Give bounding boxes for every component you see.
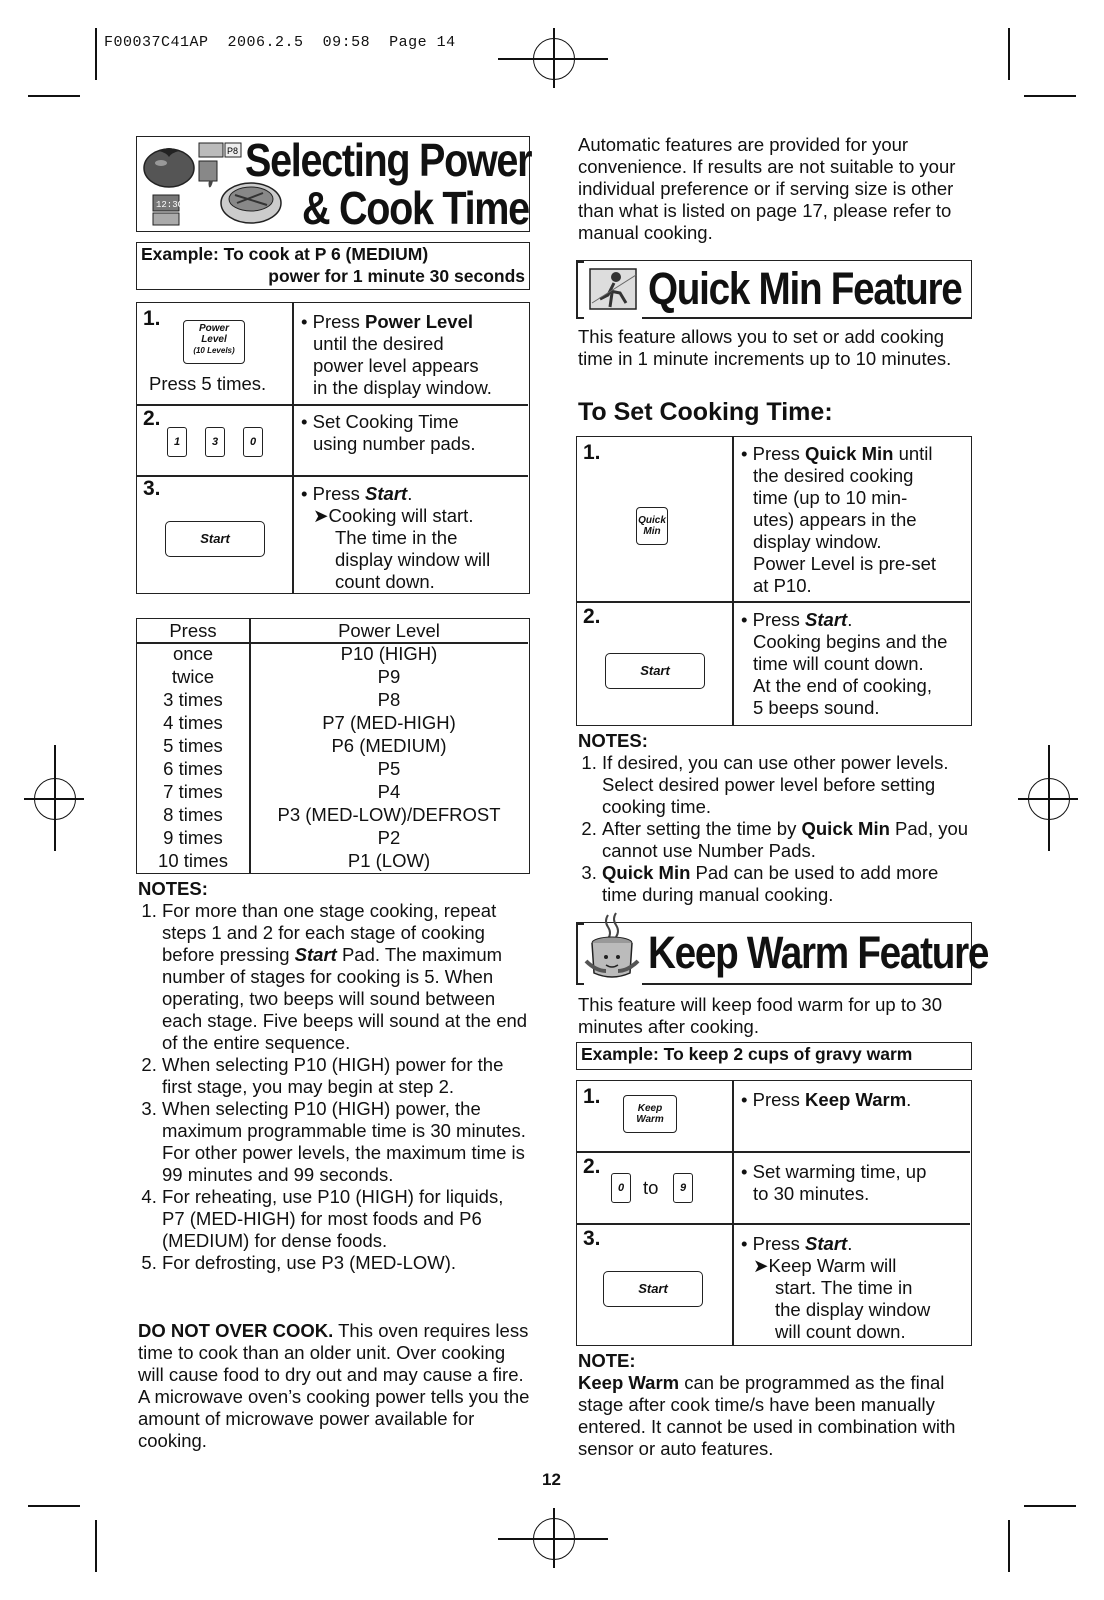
table-divider: [732, 1081, 734, 1345]
example-text: Example: To cook at P 6 (MEDIUM): [141, 244, 429, 264]
crop-mark: [28, 95, 80, 97]
start-key: Start: [165, 521, 265, 557]
print-slug: F00037C41AP 2006.2.5 09:58 Page 14: [104, 34, 456, 51]
crop-mark: [95, 28, 97, 80]
keep-warm-header: [576, 922, 989, 984]
keep-warm-key: Keep Warm: [623, 1095, 677, 1133]
steps-table: [136, 302, 530, 594]
note-item: 1. For more than one stage cooking, repeat steps 1 and 2 for each stage of cooking before pressing Start Pad. The maximum number of stages for cooking is 5. When operating, two beeps will sound between each stage. Five beeps will sound at the end of the entire sequence.: [162, 900, 530, 1054]
step-number: 2.: [583, 605, 601, 628]
tomato-icon: [141, 141, 197, 189]
table-divider: [137, 642, 528, 644]
step-number: 1.: [143, 307, 161, 330]
table-divider: [249, 619, 251, 873]
header-bracket: [576, 317, 584, 319]
registration-mark: [498, 1538, 608, 1540]
svg-text:P8: P8: [227, 146, 239, 156]
set-time-heading: To Set Cooking Time:: [578, 398, 833, 426]
notes-heading: NOTES:: [138, 878, 208, 899]
step-number: 3.: [583, 1227, 601, 1250]
table-divider: [137, 475, 528, 477]
step-instruction: • Press Start. ➤Keep Warm will start. The time in the display window will count down.: [741, 1233, 931, 1342]
power-level-key: Power Level (10 Levels): [183, 320, 245, 364]
table-row: 6 times P5: [163, 758, 401, 779]
note-item: 2. After setting the time by Quick Min Pad, you cannot use Number Pads.: [602, 818, 970, 862]
step-instruction: • Press Start. ➤Cooking will start. The time in the display window will count down.: [301, 483, 491, 592]
quick-min-notes: [578, 730, 970, 906]
keep-warm-note: [578, 1350, 970, 1460]
crop-mark: [1008, 1520, 1010, 1572]
quick-min-header: [576, 260, 972, 318]
section-title: Selecting Power: [245, 134, 532, 186]
notes-list: [138, 900, 530, 1274]
step-instruction: • Press Keep Warm.: [741, 1089, 912, 1110]
svg-text:12:30: 12:30: [156, 200, 184, 210]
selecting-power-header: [136, 136, 530, 232]
range-word: to: [643, 1177, 659, 1198]
table-row: 8 times P3 (MED-LOW)/DEFROST: [163, 804, 501, 825]
section-title: & Cook Time: [302, 182, 529, 234]
quick-min-description: This feature allows you to set or add cooking time in 1 minute increments up to 10 minutes.: [578, 326, 952, 369]
display-icon: [151, 191, 197, 229]
step-instruction: • Press Power Level until the desired power level appears in the display window.: [301, 311, 492, 398]
header-bracket: [642, 983, 972, 985]
step-instruction: • Press Quick Min until the desired cooking time (up to 10 min- utes) appears in the display window. Power Level is pre-set at P10.: [741, 443, 937, 596]
start-key: Start: [605, 653, 705, 689]
warning-paragraph: DO NOT OVER COOK. This oven requires less time to cook than an older unit. Over cooking will cause food to dry out and may cause a fire. A microwave oven’s cooking power tells you the amount of microwave power available for cooking.: [138, 1320, 530, 1451]
example-box: [136, 242, 530, 290]
page-number: 12: [542, 1470, 561, 1489]
notes-heading: NOTES:: [578, 730, 648, 751]
step-subtext: Press 5 times.: [149, 373, 267, 394]
step-number: 2.: [143, 407, 161, 430]
table-row: 4 times P7 (MED-HIGH): [163, 712, 456, 733]
section-title: Quick Min Feature: [648, 263, 962, 314]
step-instruction: • Press Start. Cooking begins and the time will count down. At the end of cooking, 5 beeps sound.: [741, 609, 948, 718]
step-number: 2.: [583, 1155, 601, 1178]
section-title: Keep Warm Feature: [648, 927, 989, 978]
crop-mark: [28, 1505, 80, 1507]
crop-mark: [1024, 1505, 1076, 1507]
note-item: 4. For reheating, use P10 (HIGH) for liquids, P7 (MED-HIGH) for most foods and P6 (MEDIUM) for dense foods.: [162, 1186, 530, 1252]
quick-min-steps-table: [576, 436, 972, 726]
table-row: 3 times P8: [163, 689, 401, 710]
note-item: 2. When selecting P10 (HIGH) power for the first stage, you may begin at step 2.: [162, 1054, 530, 1098]
table-divider: [577, 1223, 970, 1225]
header-bracket: [576, 261, 584, 263]
number-pad-key: 0: [243, 427, 263, 457]
note-item: 5. For defrosting, use P3 (MED-LOW).: [162, 1252, 530, 1274]
table-divider: [292, 303, 294, 593]
notes-list: [578, 752, 970, 906]
table-divider: [137, 404, 528, 406]
step-number: 1.: [583, 1085, 601, 1108]
number-pad-key: 0: [611, 1173, 631, 1203]
table-divider: [577, 601, 970, 603]
registration-mark: [498, 58, 608, 60]
note-item: 3. When selecting P10 (HIGH) power, the maximum programmable time is 30 minutes. For other power levels, the maximum time is 99 minutes and 99 seconds.: [162, 1098, 530, 1186]
table-header: Press Power Level: [169, 620, 440, 641]
step-instruction: • Set Cooking Time using number pads.: [301, 411, 476, 454]
registration-mark: [1018, 798, 1078, 800]
keep-warm-steps-table: [576, 1080, 972, 1346]
keep-warm-example: [576, 1042, 972, 1070]
example-text: Example: To keep 2 cups of gravy warm: [581, 1044, 913, 1064]
number-pad-key: 1: [167, 427, 187, 457]
start-key: Start: [603, 1271, 703, 1307]
header-bracket: [642, 317, 972, 319]
power-level-table: [136, 618, 530, 874]
header-bracket: [576, 261, 578, 319]
notes-section: [138, 878, 530, 1274]
table-row: 9 times P2: [163, 827, 401, 848]
running-man-icon: [586, 263, 642, 317]
note-item: 1. If desired, you can use other power levels. Select desired power level before setting cooking time.: [602, 752, 970, 818]
header-bracket: [576, 923, 578, 985]
quick-min-key: Quick Min: [636, 507, 668, 545]
step-number: 3.: [143, 477, 161, 500]
note-text: Keep Warm can be programmed as the final stage after cook time/s have been manually entered. It cannot be used in combination with sensor or auto features.: [578, 1372, 956, 1459]
number-pad-key: 9: [673, 1173, 693, 1203]
intro-paragraph: Automatic features are provided for your convenience. If results are not suitable to your individual preference or if serving size is other than what is listed on page 17, please refer to manual cooking.: [578, 134, 956, 243]
crop-mark: [1008, 28, 1010, 80]
example-text: power for 1 minute 30 seconds: [268, 266, 525, 286]
registration-mark: [24, 798, 84, 800]
step-number: 1.: [583, 441, 601, 464]
table-row: twice P9: [171, 666, 401, 687]
table-row: once P10 (HIGH): [172, 643, 438, 664]
table-divider: [577, 1151, 970, 1153]
number-pad-key: 3: [205, 427, 225, 457]
crop-mark: [1024, 95, 1076, 97]
table-divider: [732, 437, 734, 725]
table-row: 10 times P1 (LOW): [158, 850, 431, 871]
crop-mark: [95, 1520, 97, 1572]
table-row: 7 times P4: [163, 781, 401, 802]
table-row: 5 times P6 (MEDIUM): [163, 735, 447, 756]
note-heading: NOTE:: [578, 1350, 636, 1371]
steaming-cup-icon: [582, 911, 644, 985]
step-instruction: • Set warming time, up to 30 minutes.: [741, 1161, 927, 1204]
keep-warm-description: This feature will keep food warm for up to 30 minutes after cooking.: [578, 994, 943, 1037]
note-item: 3. Quick Min Pad can be used to add more time during manual cooking.: [602, 862, 970, 906]
